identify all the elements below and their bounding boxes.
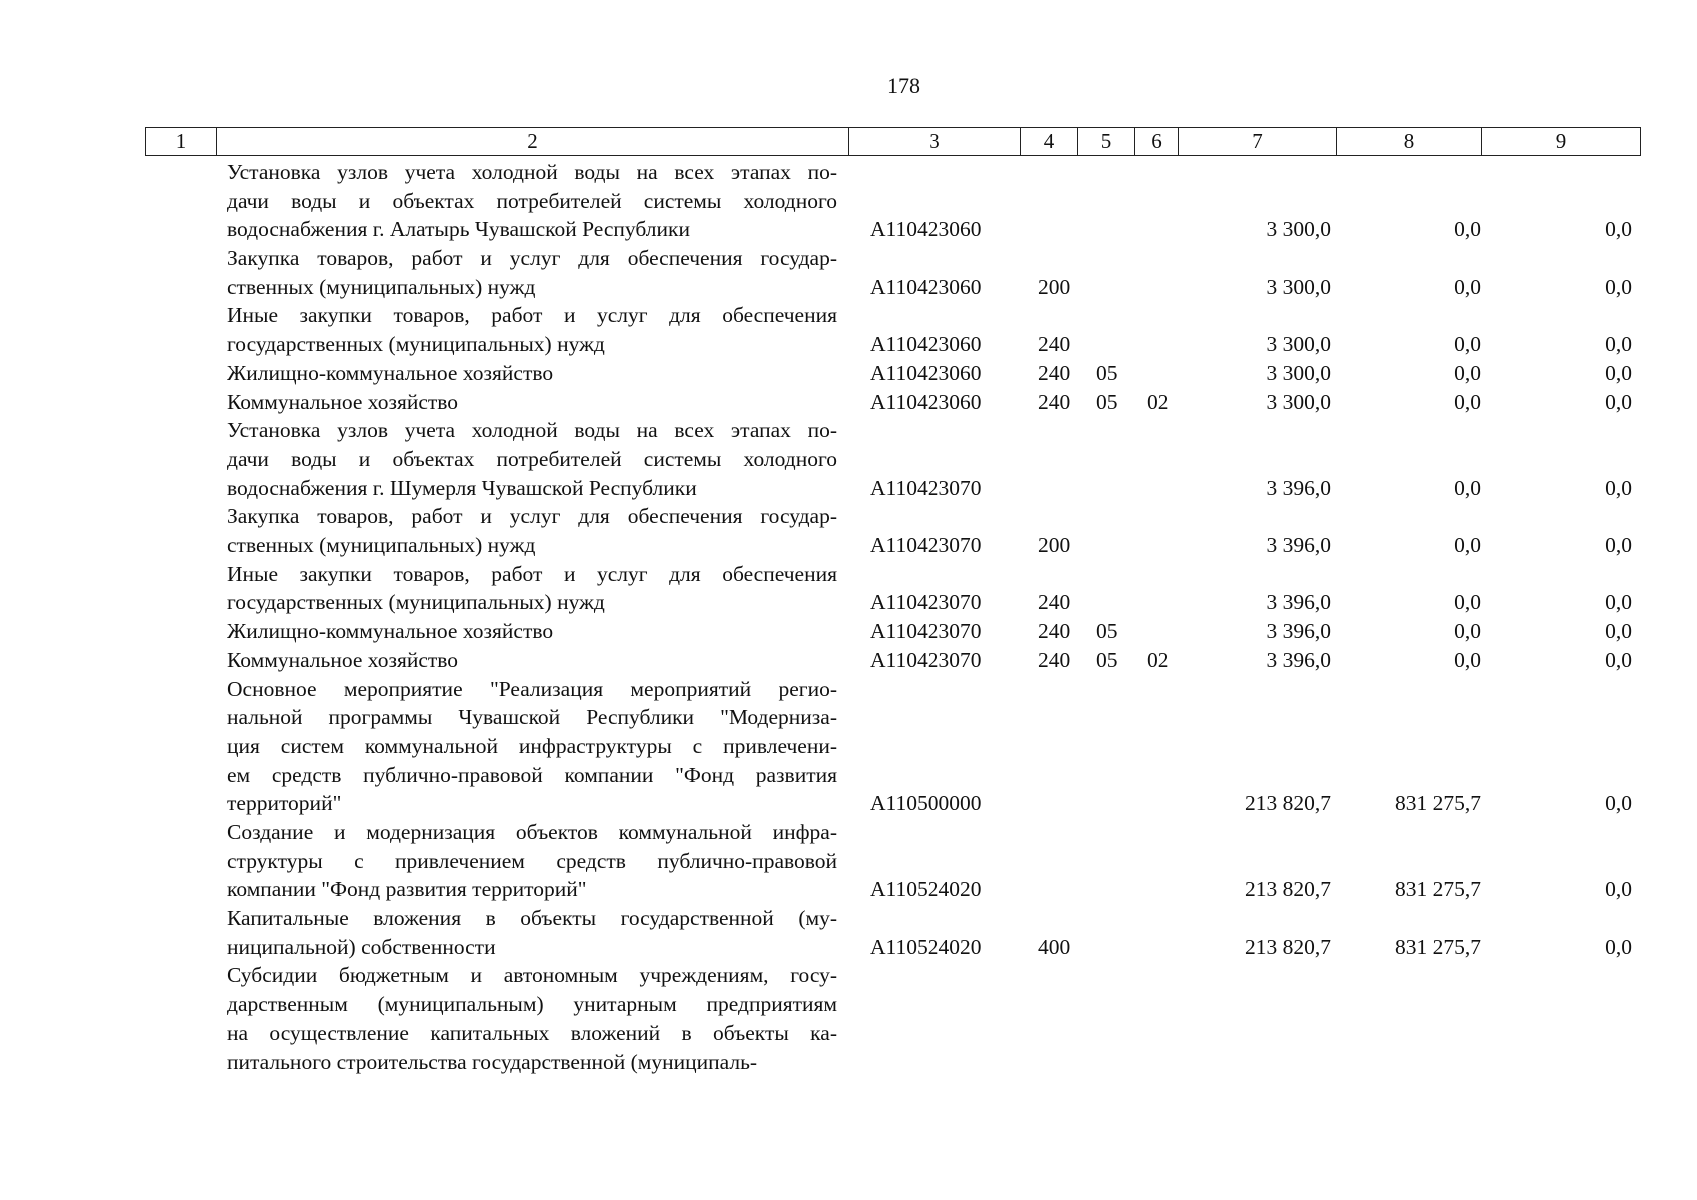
description-line: Субсидии бюджетным и автономным учреждениям, госу- (227, 963, 837, 988)
column-header-table (145, 127, 1641, 156)
amount-col-9: 0,0 (1605, 791, 1632, 816)
column-header-row (146, 128, 1641, 156)
table-row (0, 675, 1697, 819)
description-line: ция систем коммунальной инфраструктуры с привлечени- (227, 733, 837, 758)
row-description (227, 502, 837, 559)
amount-col-8: 0,0 (1454, 332, 1481, 357)
amount-col-7: 213 820,7 (1245, 791, 1331, 816)
table-row (0, 416, 1697, 502)
column-header: 4 (1021, 128, 1078, 156)
description-line: Жилищно-коммунальное хозяйство (227, 619, 554, 644)
amount-col-7: 213 820,7 (1245, 934, 1331, 959)
row-description (227, 416, 837, 502)
row-description (227, 818, 837, 904)
description-line: Иные закупки товаров, работ и услуг для обеспечения (227, 303, 837, 328)
row-description (227, 244, 837, 301)
expense-type-code: 240 (1038, 590, 1071, 615)
description-line: ственных (муниципальных) нужд (227, 533, 536, 558)
amount-col-9: 0,0 (1605, 217, 1632, 242)
budget-table-body (0, 158, 1697, 1076)
description-line: водоснабжения г. Шумерля Чувашской Республики (227, 475, 697, 500)
amount-col-7: 3 396,0 (1266, 475, 1331, 500)
amount-col-9: 0,0 (1605, 360, 1632, 385)
amount-col-9: 0,0 (1605, 475, 1632, 500)
subsection-code: 02 (1147, 389, 1169, 414)
target-article-code: А110423070 (870, 475, 982, 500)
column-header: 6 (1135, 128, 1179, 156)
column-header: 7 (1179, 128, 1337, 156)
section-code: 05 (1096, 619, 1118, 644)
amount-col-7: 3 300,0 (1266, 274, 1331, 299)
section-code: 05 (1096, 647, 1118, 672)
amount-col-8: 0,0 (1454, 475, 1481, 500)
amount-col-8: 0,0 (1454, 590, 1481, 615)
description-line: Установка узлов учета холодной воды на всех этапах по- (227, 160, 837, 184)
amount-col-8: 0,0 (1454, 533, 1481, 558)
column-header: 2 (217, 128, 849, 156)
amount-col-7: 3 300,0 (1266, 332, 1331, 357)
description-line: водоснабжения г. Алатырь Чувашской Республики (227, 217, 690, 242)
amount-col-8: 831 275,7 (1395, 877, 1481, 902)
table-row (0, 301, 1697, 358)
table-row (0, 961, 1697, 1076)
description-line: на осуществление капитальных вложений в объекты ка- (227, 1020, 837, 1045)
target-article-code: А110524020 (870, 934, 982, 959)
description-line: Основное мероприятие "Реализация мероприятий регио- (227, 676, 837, 701)
table-row (0, 818, 1697, 904)
amount-col-9: 0,0 (1605, 332, 1632, 357)
amount-col-9: 0,0 (1605, 389, 1632, 414)
table-row (0, 244, 1697, 301)
row-description (227, 158, 837, 244)
amount-col-7: 3 300,0 (1266, 217, 1331, 242)
row-description (227, 301, 837, 358)
section-code: 05 (1096, 360, 1118, 385)
amount-col-9: 0,0 (1605, 647, 1632, 672)
table-row (0, 388, 1697, 417)
subsection-code: 02 (1147, 647, 1169, 672)
description-line: ем средств публично-правовой компании "Фонд развития (227, 762, 837, 787)
description-line: Капитальные вложения в объекты государственной (му- (227, 906, 837, 931)
description-line: Создание и модернизация объектов коммунальной инфра- (227, 820, 837, 844)
amount-col-8: 0,0 (1454, 274, 1481, 299)
target-article-code: А110423060 (870, 332, 982, 357)
target-article-code: А110423070 (870, 533, 982, 558)
description-line: дачи воды и объектах потребителей системы холодного (227, 188, 837, 213)
amount-col-9: 0,0 (1605, 274, 1632, 299)
page-number: 178 (887, 73, 920, 98)
description-line: государственных (муниципальных) нужд (227, 590, 605, 615)
target-article-code: А110423060 (870, 217, 982, 242)
description-line: компании "Фонд развития территорий" (227, 877, 587, 902)
description-line: ственных (муниципальных) нужд (227, 274, 536, 299)
amount-col-9: 0,0 (1605, 590, 1632, 615)
amount-col-7: 213 820,7 (1245, 877, 1331, 902)
expense-type-code: 240 (1038, 647, 1071, 672)
description-line: ниципальной) собственности (227, 934, 496, 959)
column-header: 3 (849, 128, 1021, 156)
column-header: 8 (1337, 128, 1482, 156)
amount-col-9: 0,0 (1605, 619, 1632, 644)
row-description (227, 675, 837, 818)
row-description (227, 359, 837, 388)
amount-col-7: 3 396,0 (1266, 619, 1331, 644)
table-row (0, 359, 1697, 388)
target-article-code: А110423060 (870, 389, 982, 414)
expense-type-code: 240 (1038, 332, 1071, 357)
amount-col-7: 3 396,0 (1266, 590, 1331, 615)
amount-col-9: 0,0 (1605, 533, 1632, 558)
target-article-code: А110423060 (870, 360, 982, 385)
target-article-code: А110500000 (870, 791, 982, 816)
description-line: Установка узлов учета холодной воды на всех этапах по- (227, 418, 837, 443)
amount-col-8: 0,0 (1454, 389, 1481, 414)
description-line: Закупка товаров, работ и услуг для обеспечения государ- (227, 246, 837, 271)
row-description (227, 961, 837, 1076)
amount-col-8: 0,0 (1454, 619, 1481, 644)
target-article-code: А110423060 (870, 274, 982, 299)
description-line: Коммунальное хозяйство (227, 647, 459, 672)
description-line: нальной программы Чувашской Республики "Модерниза- (227, 705, 837, 730)
amount-col-8: 0,0 (1454, 647, 1481, 672)
table-row (0, 617, 1697, 646)
table-row (0, 904, 1697, 961)
description-line: дарственным (муниципальным) унитарным предприятиям (227, 992, 837, 1017)
description-line: дачи воды и объектах потребителей системы холодного (227, 446, 837, 471)
table-row (0, 646, 1697, 675)
description-line: Жилищно-коммунальное хозяйство (227, 360, 554, 385)
column-header: 1 (146, 128, 217, 156)
description-line: Иные закупки товаров, работ и услуг для обеспечения (227, 561, 837, 586)
expense-type-code: 200 (1038, 533, 1071, 558)
row-description (227, 388, 837, 417)
description-line: питального строительства государственной (муниципаль- (227, 1049, 758, 1074)
expense-type-code: 240 (1038, 360, 1071, 385)
description-line: структуры с привлечением средств публично-правовой (227, 848, 837, 873)
row-description (227, 560, 837, 617)
column-header: 5 (1078, 128, 1135, 156)
table-row (0, 502, 1697, 559)
expense-type-code: 240 (1038, 389, 1071, 414)
description-line: Закупка товаров, работ и услуг для обеспечения государ- (227, 504, 837, 529)
target-article-code: А110524020 (870, 877, 982, 902)
amount-col-8: 831 275,7 (1395, 791, 1481, 816)
column-header: 9 (1482, 128, 1641, 156)
amount-col-7: 3 300,0 (1266, 360, 1331, 385)
amount-col-7: 3 300,0 (1266, 389, 1331, 414)
amount-col-9: 0,0 (1605, 877, 1632, 902)
amount-col-8: 0,0 (1454, 217, 1481, 242)
row-description (227, 904, 837, 961)
section-code: 05 (1096, 389, 1118, 414)
row-description (227, 646, 837, 675)
description-line: территорий" (227, 791, 342, 816)
table-row (0, 560, 1697, 617)
amount-col-7: 3 396,0 (1266, 647, 1331, 672)
target-article-code: А110423070 (870, 590, 982, 615)
expense-type-code: 400 (1038, 934, 1071, 959)
expense-type-code: 200 (1038, 274, 1071, 299)
amount-col-9: 0,0 (1605, 934, 1632, 959)
amount-col-7: 3 396,0 (1266, 533, 1331, 558)
amount-col-8: 831 275,7 (1395, 934, 1481, 959)
table-row (0, 158, 1697, 244)
description-line: государственных (муниципальных) нужд (227, 332, 605, 357)
target-article-code: А110423070 (870, 647, 982, 672)
description-line: Коммунальное хозяйство (227, 389, 459, 414)
amount-col-8: 0,0 (1454, 360, 1481, 385)
row-description (227, 617, 837, 646)
expense-type-code: 240 (1038, 619, 1071, 644)
target-article-code: А110423070 (870, 619, 982, 644)
